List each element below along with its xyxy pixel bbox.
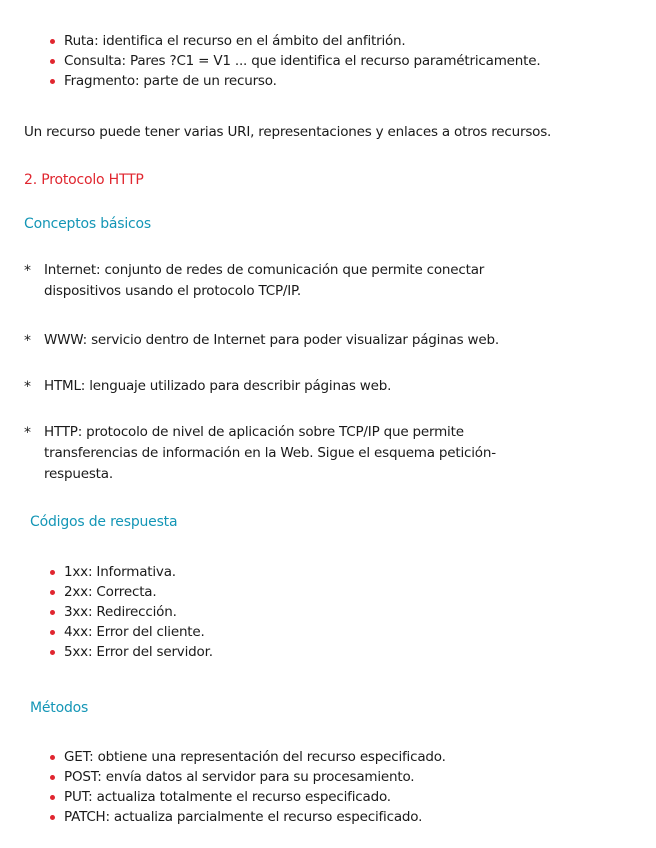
star-bullet-icon: * — [24, 425, 31, 441]
list-item: Ruta: identifica el recurso en el ámbito del anfitrión. — [50, 31, 540, 51]
concept-line: WWW: servicio dentro de Internet para poder visualizar páginas web. — [44, 332, 499, 348]
list-item: 1xx: Informativa. — [50, 562, 213, 582]
methods-list — [50, 747, 446, 827]
list-item: GET: obtiene una representación del recurso especificado. — [50, 747, 446, 767]
list-item: Fragmento: parte de un recurso. — [50, 71, 540, 91]
methods-heading: Métodos — [30, 700, 89, 716]
codes-heading: Códigos de respuesta — [30, 514, 178, 530]
section-title: 2. Protocolo HTTP — [24, 172, 144, 188]
response-codes-list — [50, 562, 213, 662]
star-bullet-icon: * — [24, 263, 31, 279]
concept-line: HTML: lenguaje utilizado para describir páginas web. — [44, 378, 392, 394]
list-item: PATCH: actualiza parcialmente el recurso especificado. — [50, 807, 446, 827]
concept-line: transferencias de información en la Web. Sigue el esquema petición- — [44, 445, 496, 461]
concept-internet — [44, 260, 484, 302]
list-item: POST: envía datos al servidor para su procesamiento. — [50, 767, 446, 787]
list-item: PUT: actualiza totalmente el recurso especificado. — [50, 787, 446, 807]
star-bullet-icon: * — [24, 333, 31, 349]
concept-line: HTTP: protocolo de nivel de aplicación sobre TCP/IP que permite — [44, 424, 464, 440]
uri-note: Un recurso puede tener varias URI, representaciones y enlaces a otros recursos. — [24, 124, 552, 140]
concept-line: Internet: conjunto de redes de comunicación que permite conectar — [44, 262, 485, 278]
concept-line: respuesta. — [44, 466, 113, 482]
concept-http — [44, 422, 496, 485]
uri-parts-list — [50, 31, 540, 91]
list-item: 4xx: Error del cliente. — [50, 622, 213, 642]
list-item: 3xx: Redirección. — [50, 602, 213, 622]
concept-www — [44, 330, 499, 351]
list-item: Consulta: Pares ?C1 = V1 ... que identifica el recurso paramétricamente. — [50, 51, 540, 71]
concept-line: dispositivos usando el protocolo TCP/IP. — [44, 283, 301, 299]
star-bullet-icon: * — [24, 379, 31, 395]
list-item: 2xx: Correcta. — [50, 582, 213, 602]
basics-heading: Conceptos básicos — [24, 216, 152, 232]
list-item: 5xx: Error del servidor. — [50, 642, 213, 662]
concept-html — [44, 376, 391, 397]
